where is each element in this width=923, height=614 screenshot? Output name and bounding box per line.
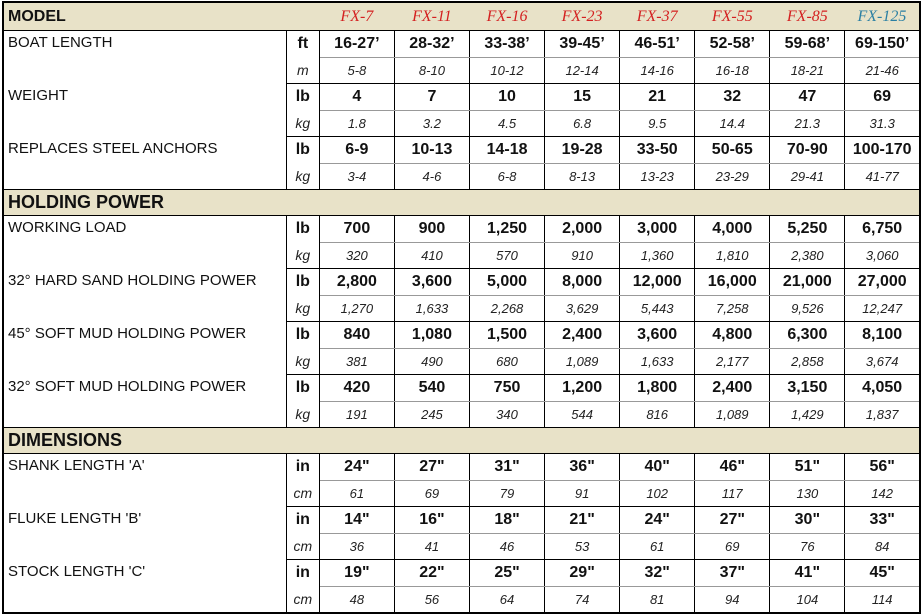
primary-value: 41": [770, 560, 845, 587]
metric-value: 114: [845, 587, 920, 614]
metric-value: 56: [394, 587, 469, 614]
primary-value: 21": [545, 507, 620, 534]
primary-value: 19-28: [545, 137, 620, 164]
metric-value: 81: [620, 587, 695, 614]
spec-row-label: BOAT LENGTH: [8, 34, 113, 51]
primary-unit: ft: [286, 31, 319, 58]
metric-unit: m: [286, 58, 319, 84]
primary-value: 21,000: [770, 269, 845, 296]
primary-value: 1,250: [469, 216, 544, 243]
primary-value: 24": [319, 454, 394, 481]
metric-unit: kg: [286, 243, 319, 269]
spec-row: [3, 322, 920, 349]
metric-value: 41: [394, 534, 469, 560]
spec-row-label: FLUKE LENGTH 'B': [8, 509, 142, 527]
primary-value: 69: [845, 84, 920, 111]
metric-value: 18-21: [770, 58, 845, 84]
primary-unit: in: [286, 507, 319, 534]
metric-unit: cm: [286, 587, 319, 614]
metric-value: 61: [620, 534, 695, 560]
primary-value: 19": [319, 560, 394, 587]
primary-value: 27,000: [845, 269, 920, 296]
primary-value: 46-51’: [620, 31, 695, 58]
metric-value: 2,268: [469, 296, 544, 322]
metric-value: 6.8: [545, 111, 620, 137]
metric-value: 48: [319, 587, 394, 614]
primary-value: 40": [620, 454, 695, 481]
metric-value: 6-8: [469, 164, 544, 190]
metric-value: 94: [695, 587, 770, 614]
metric-value: 191: [319, 402, 394, 428]
model-name: FX-11: [394, 2, 469, 31]
metric-value: 142: [845, 481, 920, 507]
primary-value: 30": [770, 507, 845, 534]
metric-value: 1,089: [695, 402, 770, 428]
metric-value: 36: [319, 534, 394, 560]
primary-unit: lb: [286, 375, 319, 402]
metric-value: 21-46: [845, 58, 920, 84]
primary-value: 14": [319, 507, 394, 534]
metric-value: 680: [469, 349, 544, 375]
metric-value: 340: [469, 402, 544, 428]
metric-value: 381: [319, 349, 394, 375]
metric-value: 1,089: [545, 349, 620, 375]
metric-value: 31.3: [845, 111, 920, 137]
primary-value: 32": [620, 560, 695, 587]
metric-value: 23-29: [695, 164, 770, 190]
primary-value: 1,800: [620, 375, 695, 402]
metric-unit: kg: [286, 164, 319, 190]
metric-value: 102: [620, 481, 695, 507]
metric-value: 410: [394, 243, 469, 269]
primary-unit: lb: [286, 137, 319, 164]
metric-value: 91: [545, 481, 620, 507]
primary-value: 6,300: [770, 322, 845, 349]
model-name: FX-85: [770, 2, 845, 31]
metric-value: 12-14: [545, 58, 620, 84]
primary-unit: in: [286, 454, 319, 481]
model-header-row: [3, 2, 920, 31]
metric-value: 9.5: [620, 111, 695, 137]
primary-value: 12,000: [620, 269, 695, 296]
spec-row-label: WEIGHT: [8, 86, 68, 104]
primary-unit: in: [286, 560, 319, 587]
metric-unit: kg: [286, 111, 319, 137]
primary-value: 750: [469, 375, 544, 402]
metric-value: 3.2: [394, 111, 469, 137]
metric-value: 46: [469, 534, 544, 560]
primary-unit: lb: [286, 216, 319, 243]
metric-unit: cm: [286, 534, 319, 560]
metric-value: 61: [319, 481, 394, 507]
primary-value: 33": [845, 507, 920, 534]
primary-value: 46": [695, 454, 770, 481]
primary-value: 4: [319, 84, 394, 111]
primary-value: 840: [319, 322, 394, 349]
primary-unit: lb: [286, 322, 319, 349]
primary-value: 1,200: [545, 375, 620, 402]
section-title: HOLDING POWER: [3, 190, 920, 216]
spec-row-label: REPLACES STEEL ANCHORS: [8, 139, 218, 157]
metric-value: 2,858: [770, 349, 845, 375]
primary-value: 16,000: [695, 269, 770, 296]
primary-value: 420: [319, 375, 394, 402]
metric-value: 104: [770, 587, 845, 614]
primary-value: 28-32’: [394, 31, 469, 58]
primary-value: 14-18: [469, 137, 544, 164]
metric-value: 2,177: [695, 349, 770, 375]
primary-value: 32: [695, 84, 770, 111]
metric-value: 544: [545, 402, 620, 428]
metric-value: 1,270: [319, 296, 394, 322]
primary-value: 25": [469, 560, 544, 587]
metric-value: 3,674: [845, 349, 920, 375]
metric-value: 1,837: [845, 402, 920, 428]
anchor-spec-table: [2, 1, 921, 614]
metric-value: 29-41: [770, 164, 845, 190]
primary-value: 15: [545, 84, 620, 111]
primary-value: 16-27’: [319, 31, 394, 58]
primary-value: 37": [695, 560, 770, 587]
metric-value: 245: [394, 402, 469, 428]
metric-value: 8-10: [394, 58, 469, 84]
primary-value: 1,500: [469, 322, 544, 349]
metric-value: 3,629: [545, 296, 620, 322]
metric-value: 320: [319, 243, 394, 269]
spec-row-label: WORKING LOAD: [8, 219, 127, 236]
metric-value: 64: [469, 587, 544, 614]
metric-unit: kg: [286, 296, 319, 322]
model-header-label: MODEL: [3, 2, 319, 31]
primary-value: 39-45’: [545, 31, 620, 58]
primary-value: 700: [319, 216, 394, 243]
metric-value: 490: [394, 349, 469, 375]
primary-value: 3,000: [620, 216, 695, 243]
primary-value: 900: [394, 216, 469, 243]
metric-value: 53: [545, 534, 620, 560]
primary-value: 52-58’: [695, 31, 770, 58]
spec-row: [3, 137, 920, 164]
primary-value: 47: [770, 84, 845, 111]
primary-value: 3,150: [770, 375, 845, 402]
primary-value: 22": [394, 560, 469, 587]
spec-row: [3, 216, 920, 243]
metric-value: 5-8: [319, 58, 394, 84]
section-title: DIMENSIONS: [3, 428, 920, 454]
primary-value: 50-65: [695, 137, 770, 164]
metric-unit: kg: [286, 402, 319, 428]
primary-value: 70-90: [770, 137, 845, 164]
primary-value: 10-13: [394, 137, 469, 164]
model-name: FX-7: [319, 2, 394, 31]
model-name: FX-55: [695, 2, 770, 31]
primary-value: 4,800: [695, 322, 770, 349]
primary-value: 59-68’: [770, 31, 845, 58]
metric-value: 69: [695, 534, 770, 560]
metric-value: 816: [620, 402, 695, 428]
primary-value: 31": [469, 454, 544, 481]
primary-value: 6,750: [845, 216, 920, 243]
spec-row: [3, 269, 920, 296]
metric-value: 16-18: [695, 58, 770, 84]
metric-value: 14.4: [695, 111, 770, 137]
model-name: FX-37: [620, 2, 695, 31]
primary-value: 4,000: [695, 216, 770, 243]
spec-row: [3, 507, 920, 534]
section-header-row: [3, 428, 920, 454]
metric-value: 1,429: [770, 402, 845, 428]
metric-value: 9,526: [770, 296, 845, 322]
model-name: FX-125: [845, 2, 920, 31]
metric-value: 5,443: [620, 296, 695, 322]
primary-value: 29": [545, 560, 620, 587]
metric-value: 10-12: [469, 58, 544, 84]
metric-value: 1.8: [319, 111, 394, 137]
model-name: FX-23: [545, 2, 620, 31]
metric-value: 84: [845, 534, 920, 560]
spec-row: [3, 31, 920, 58]
metric-value: 74: [545, 587, 620, 614]
metric-value: 4.5: [469, 111, 544, 137]
metric-value: 41-77: [845, 164, 920, 190]
metric-value: 76: [770, 534, 845, 560]
primary-value: 24": [620, 507, 695, 534]
metric-value: 2,380: [770, 243, 845, 269]
primary-value: 27": [394, 454, 469, 481]
primary-value: 69-150’: [845, 31, 920, 58]
metric-value: 7,258: [695, 296, 770, 322]
metric-value: 3-4: [319, 164, 394, 190]
metric-value: 570: [469, 243, 544, 269]
primary-value: 33-50: [620, 137, 695, 164]
primary-value: 1,080: [394, 322, 469, 349]
primary-value: 8,000: [545, 269, 620, 296]
section-header-row: [3, 190, 920, 216]
primary-value: 2,400: [695, 375, 770, 402]
spec-row: [3, 560, 920, 587]
metric-value: 130: [770, 481, 845, 507]
metric-value: 117: [695, 481, 770, 507]
metric-value: 21.3: [770, 111, 845, 137]
primary-unit: lb: [286, 269, 319, 296]
primary-value: 8,100: [845, 322, 920, 349]
spec-row: [3, 375, 920, 402]
metric-value: 910: [545, 243, 620, 269]
primary-value: 5,000: [469, 269, 544, 296]
primary-value: 2,000: [545, 216, 620, 243]
metric-value: 3,060: [845, 243, 920, 269]
primary-value: 3,600: [620, 322, 695, 349]
model-name: FX-16: [469, 2, 544, 31]
spec-row-label: 32° SOFT MUD HOLDING POWER: [8, 377, 247, 395]
primary-value: 4,050: [845, 375, 920, 402]
spec-row: [3, 84, 920, 111]
primary-value: 56": [845, 454, 920, 481]
metric-value: 13-23: [620, 164, 695, 190]
primary-value: 100-170: [845, 137, 920, 164]
spec-row-label: 32° HARD SAND HOLDING POWER: [8, 271, 257, 289]
primary-value: 5,250: [770, 216, 845, 243]
spec-row-label: 45° SOFT MUD HOLDING POWER: [8, 324, 247, 342]
spec-row-label: STOCK LENGTH 'C': [8, 562, 146, 580]
primary-value: 540: [394, 375, 469, 402]
primary-value: 51": [770, 454, 845, 481]
primary-value: 36": [545, 454, 620, 481]
primary-value: 16": [394, 507, 469, 534]
primary-value: 3,600: [394, 269, 469, 296]
primary-value: 27": [695, 507, 770, 534]
primary-unit: lb: [286, 84, 319, 111]
primary-value: 10: [469, 84, 544, 111]
metric-value: 69: [394, 481, 469, 507]
metric-value: 1,633: [620, 349, 695, 375]
spec-row-label: SHANK LENGTH 'A': [8, 457, 145, 474]
primary-value: 7: [394, 84, 469, 111]
metric-value: 12,247: [845, 296, 920, 322]
metric-value: 4-6: [394, 164, 469, 190]
metric-unit: cm: [286, 481, 319, 507]
primary-value: 6-9: [319, 137, 394, 164]
metric-value: 1,810: [695, 243, 770, 269]
primary-value: 18": [469, 507, 544, 534]
metric-value: 14-16: [620, 58, 695, 84]
metric-value: 1,360: [620, 243, 695, 269]
primary-value: 2,800: [319, 269, 394, 296]
metric-value: 8-13: [545, 164, 620, 190]
metric-unit: kg: [286, 349, 319, 375]
primary-value: 33-38’: [469, 31, 544, 58]
metric-value: 79: [469, 481, 544, 507]
primary-value: 21: [620, 84, 695, 111]
metric-value: 1,633: [394, 296, 469, 322]
spec-row: [3, 454, 920, 481]
primary-value: 45": [845, 560, 920, 587]
primary-value: 2,400: [545, 322, 620, 349]
